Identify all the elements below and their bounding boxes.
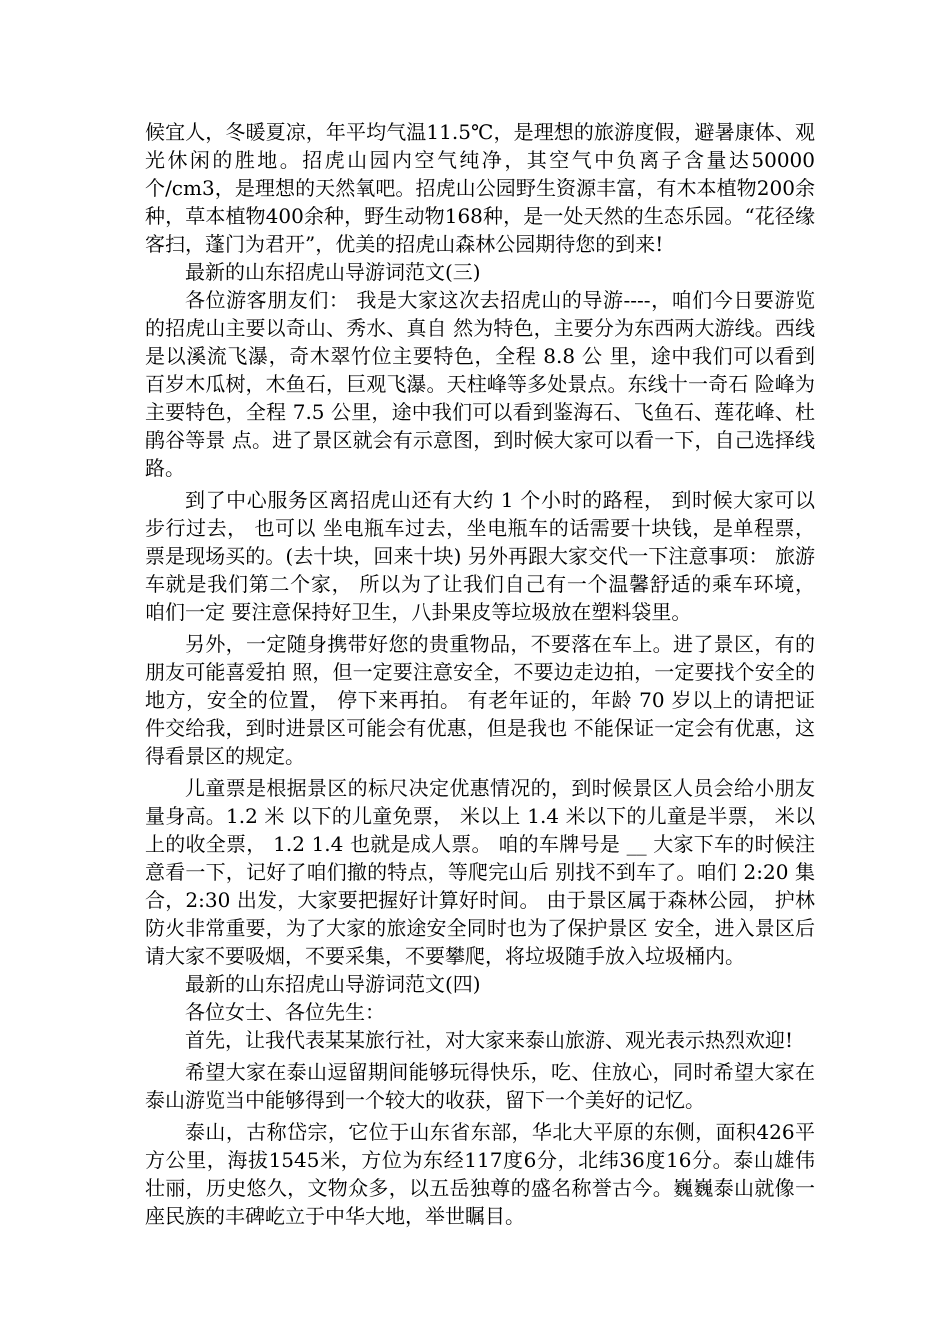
paragraph-greeting-routes: 各位游客朋友们： 我是大家这次去招虎山的导游----，咱们今日要游览的招虎山主要以奇山、秀水、真自 然为特色，主要分为东西两大游线。西线是以溪流飞瀑，奇木翠竹位主要特色，全程 8.8 公 里，途中我们可以看到百岁木瓜树，木鱼石，巨观飞瀑。天柱峰等多处景点。东线十一奇石 险峰为主要特色，全程 7.5 公里，途中我们可以看到鉴海石、飞鱼石、莲花峰、杜鹃谷等景 点。进了景区就会有示意图，到时候大家可以看一下，自己选择线路。 (145, 288, 815, 480)
paragraph-wishes: 希望大家在泰山逗留期间能够玩得快乐，吃、住放心，同时希望大家在泰山游览当中能够得到一个较大的收获，留下一个美好的记忆。 (145, 1060, 815, 1112)
paragraph-welcome: 首先，让我代表某某旅行社，对大家来泰山旅游、观光表示热烈欢迎! (185, 1028, 794, 1052)
paragraph-taishan: 泰山，古称岱宗，它位于山东省东部，华北大平原的东侧，面积426平方公里，海拔1545米，方位为东经117度6分，北纬36度16分。泰山雄伟壮丽，历史悠久，文物众多，以五岳独尊的盛名称誉古今。巍巍泰山就像一座民族的丰碑屹立于中华大地，举世瞩目。 (145, 1120, 815, 1228)
paragraph-intro-continuation: 候宜人，冬暖夏凉，年平均气温11.5℃，是理想的旅游度假，避暑康体、观光休闲的胜地。招虎山园内空气纯净，其空气中负离子含量达50000个/cm3，是理想的天然氧吧。招虎山公园野生资源丰富，有木本植物200余种，草本植物400余种，野生动物168种，是一处天然的生态乐园。“花径缘客扫，蓬门为君开”，优美的招虎山森林公园期待您的到来! (145, 120, 815, 256)
section-heading-four: 最新的山东招虎山导游词范文(四) (185, 972, 481, 996)
paragraph-child-tickets: 儿童票是根据景区的标尺决定优惠情况的，到时候景区人员会给小朋友量身高。1.2 米 以下的儿童免票， 米以上 1.4 米以下的儿童是半票， 米以上的收全票， 1.2 1.4 也就是成人票。 咱的车牌号是 __ 大家下车的时候注意看一下，记好了咱们撤的特点，等爬完山后 别找不到车了。咱们 2:20 集合，2:30 出发，大家要把握好计算好时间。 由于景区属于森林公园， 护林防火非常重要，为了大家的旅途安全同时也为了保护景区 安全，进入景区后请大家不要吸烟，不要采集，不要攀爬，将垃圾随手放入垃圾桶内。 (145, 776, 815, 968)
section-heading-three: 最新的山东招虎山导游词范文(三) (185, 260, 481, 284)
document-body (145, 118, 815, 1230)
paragraph-service-area: 到了中心服务区离招虎山还有大约 1 个小时的路程， 到时候大家可以步行过去， 也可以 坐电瓶车过去，坐电瓶车的话需要十块钱，是单程票，票是现场买的。(去十块，回来十块) 另外再跟大家交代一下注意事项： 旅游车就是我们第二个家， 所以为了让我们自己有一个温馨舒适的乘车环境， 咱们一定 要注意保持好卫生，八卦果皮等垃圾放在塑料袋里。 (145, 488, 815, 624)
paragraph-salutation: 各位女士、各位先生： (185, 1000, 385, 1024)
paragraph-valuables: 另外，一定随身携带好您的贵重物品，不要落在车上。进了景区，有的朋友可能喜爱拍 照，但一定要注意安全，不要边走边拍，一定要找个安全的地方，安全的位置， 停下来再拍。 有老年证的，年龄 70 岁以上的请把证件交给我，到时进景区可能会有优惠，但是我也 不能保证一定会有优惠，这得看景区的规定。 (145, 632, 815, 768)
